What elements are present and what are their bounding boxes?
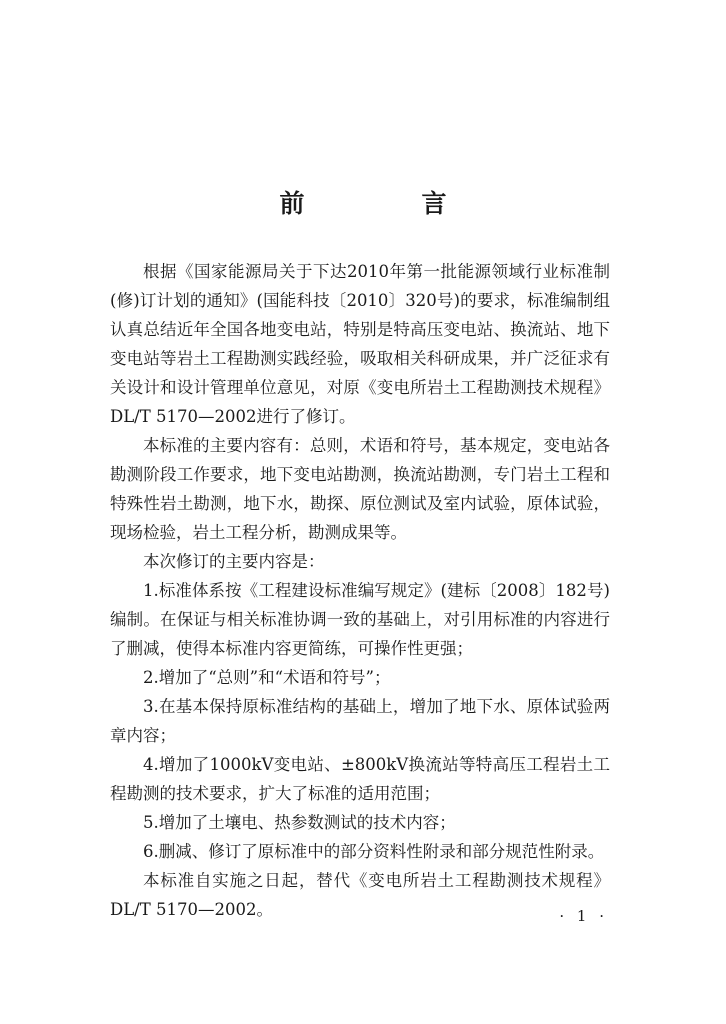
paragraph-revision-item-4: 4.增加了1000kV变电站、±800kV换流站等特高压工程岩土工程勘测的技术要求，扩大了标准的适用范围； bbox=[110, 755, 610, 803]
paragraph-revision-item-6: 6.删减、修订了原标准中的部分资料性附录和部分规范性附录。 bbox=[143, 842, 605, 861]
page-title: 前 言 bbox=[279, 188, 493, 218]
paragraph-main-content: 本标准的主要内容有：总则，术语和符号，基本规定，变电站各勘测阶段工作要求，地下变电站勘测，换流站勘测，专门岩土工程和特殊性岩土勘测，地下水，勘探、原位测试及室内试验，原体试验，现场检验，岩土工程分析，勘测成果等。 bbox=[110, 436, 610, 542]
page-number: · 1 · bbox=[559, 907, 608, 925]
paragraph-replacement-note: 本标准自实施之日起，替代《变电所岩土工程勘测技术规程》DL/T 5170—2002。 bbox=[110, 871, 610, 919]
paragraph-revision-intro: 本次修订的主要内容是： bbox=[143, 552, 325, 571]
paragraph-revision-item-2: 2.增加了“总则”和“术语和符号”； bbox=[143, 668, 391, 687]
paragraph-revision-item-5: 5.增加了土壤电、热参数测试的技术内容； bbox=[143, 813, 456, 832]
paragraph-revision-item-3: 3.在基本保持原标准结构的基础上，增加了地下水、原体试验两章内容； bbox=[110, 697, 610, 745]
preface-body bbox=[110, 257, 610, 924]
paragraph-revision-background: 根据《国家能源局关于下达2010年第一批能源领域行业标准制(修)订计划的通知》(国能科技〔2010〕320号)的要求，标准编制组认真总结近年全国各地变电站，特别是特高压变电站、换流站、地下变电站等岩土工程勘测实践经验，吸取相关科研成果，并广泛征求有关设计和设计管理单位意见，对原《变电所岩土工程勘测技术规程》DL/T 5170—2002进行了修订。 bbox=[110, 262, 610, 426]
paragraph-revision-item-1: 1.标准体系按《工程建设标准编写规定》(建标〔2008〕182号)编制。在保证与相关标准协调一致的基础上，对引用标准的内容进行了删减，使得本标准内容更简练，可操作性更强； bbox=[110, 581, 610, 658]
